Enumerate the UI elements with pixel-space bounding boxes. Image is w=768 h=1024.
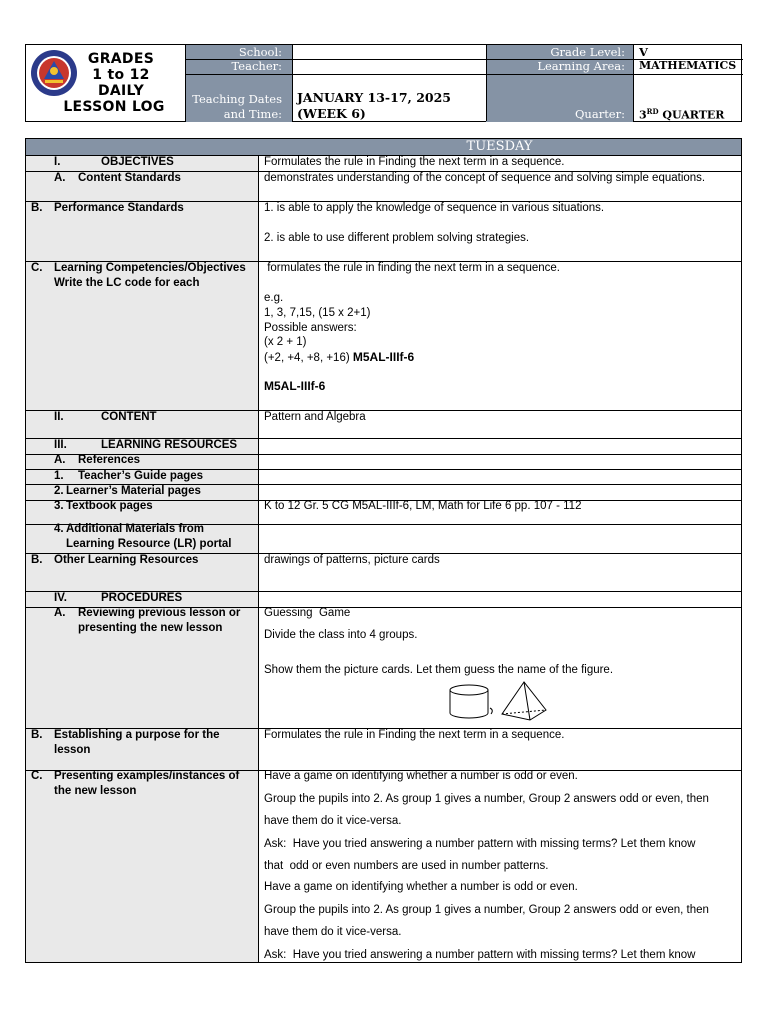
presenting-line-6: Have a game on identifying whether a number is odd or even. xyxy=(264,881,578,893)
teaching-dates-value: JANUARY 13-17, 2025 (WEEK 6) xyxy=(297,90,452,121)
purpose-text: Formulates the rule in Finding the next term in a sequence. xyxy=(264,729,565,741)
presenting-label: Presenting examples/instances of the new lesson xyxy=(54,770,240,797)
school-label: School: xyxy=(238,45,282,59)
presenting-line-8: have them do it vice-versa. xyxy=(264,926,402,938)
content-standards-num: A. xyxy=(54,172,66,184)
learning-resources-label: LEARNING RESOURCES xyxy=(101,439,238,451)
quarter-label: Quarter: xyxy=(575,107,625,121)
competency-line-3: 1, 3, 7,15, (15 x 2+1) xyxy=(264,307,371,319)
textbook-label: Textbook pages xyxy=(66,500,153,512)
daily-lesson-log-title: GRADES 1 to 12 DAILY LESSON LOG xyxy=(63,51,165,115)
lc-code: M5AL-IIIf-6 xyxy=(264,379,326,393)
other-resources-label: Other Learning Resources xyxy=(54,554,199,566)
competency-line-4: Possible answers: xyxy=(264,322,357,334)
competency-line-5: (x 2 + 1) xyxy=(264,336,307,348)
content-standards-text: demonstrates understanding of the concept of sequence and solving simple equations. xyxy=(264,172,706,184)
objectives-label: OBJECTIVES xyxy=(101,156,174,168)
competencies-label: Learning Competencies/Objectives Write the LC code for each xyxy=(54,262,246,289)
reviewing-line-1: Guessing Game xyxy=(264,607,351,619)
presenting-line-7: Group the pupils into 2. As group 1 gives a number, Group 2 answers odd or even, then xyxy=(264,904,709,916)
performance-standards-num: B. xyxy=(31,202,43,214)
presenting-line-5: that odd or even numbers are used in number patterns. xyxy=(264,860,549,872)
textbook-text: K to 12 Gr. 5 CG M5AL-IIIf-6, LM, Math for Life 6 pp. 107 - 112 xyxy=(264,500,582,512)
lc-code-inline: M5AL-IIIf-6 xyxy=(352,350,415,364)
small-arc-mark xyxy=(490,708,492,714)
objectives-text: Formulates the rule in Finding the next term in a sequence. xyxy=(264,156,565,168)
learners-material-label: Learner’s Material pages xyxy=(66,485,201,497)
presenting-line-9: Ask: Have you tried answering a number pattern with missing terms? Let them know xyxy=(264,949,696,961)
objectives-num: I. xyxy=(54,156,61,168)
references-label: References xyxy=(78,454,141,466)
teacher-label: Teacher: xyxy=(231,59,282,73)
day-header xyxy=(26,139,741,156)
grade-level-value: V xyxy=(639,45,648,59)
other-resources-num: B. xyxy=(31,554,43,566)
presenting-line-1: Have a game on identifying whether a number is odd or even. xyxy=(264,770,578,782)
pyramid-icon xyxy=(502,682,546,720)
content-num: II. xyxy=(54,411,64,423)
content-text: Pattern and Algebra xyxy=(264,411,366,423)
reviewing-label: Reviewing previous lesson or presenting the new lesson xyxy=(78,607,241,634)
content-standards-label: Content Standards xyxy=(78,172,181,184)
learners-material-num: 2. xyxy=(54,485,64,497)
textbook-num: 3. xyxy=(54,500,64,512)
teachers-guide-label: Teacher’s Guide pages xyxy=(78,470,204,482)
learning-area-label: Learning Area: xyxy=(537,59,625,73)
references-num: A. xyxy=(54,454,66,466)
competency-line-2: e.g. xyxy=(264,292,284,304)
teachers-guide-num: 1. xyxy=(54,470,64,482)
competency-line-6: (+2, +4, +8, +16) M5AL-IIIf-6 xyxy=(264,350,415,364)
other-resources-text: drawings of patterns, picture cards xyxy=(264,554,440,566)
reviewing-line-3: Show them the picture cards. Let them guess the name of the figure. xyxy=(264,664,614,676)
competencies-num: C. xyxy=(31,262,43,274)
performance-standards-text-1: 1. is able to apply the knowledge of sequence in various situations. xyxy=(264,202,605,214)
performance-standards-text-2: 2. is able to use different problem solving strategies. xyxy=(264,232,530,244)
teaching-dates-label: Teaching Dates xyxy=(192,92,282,106)
presenting-num: C. xyxy=(31,770,43,782)
day-label: TUESDAY xyxy=(466,139,533,154)
quarter-value: 3RD QUARTER xyxy=(639,107,725,122)
presenting-line-2: Group the pupils into 2. As group 1 gives a number, Group 2 answers odd or even, then xyxy=(264,793,709,805)
competency-line-1: formulates the rule in finding the next term in a sequence. xyxy=(264,262,560,274)
additional-num: 4. xyxy=(54,523,64,535)
reviewing-line-2: Divide the class into 4 groups. xyxy=(264,629,418,641)
learning-area-value: MATHEMATICS xyxy=(639,59,737,72)
procedures-num: IV. xyxy=(54,592,68,604)
purpose-num: B. xyxy=(31,729,43,741)
learning-resources-num: III. xyxy=(54,439,67,451)
presenting-line-3: have them do it vice-versa. xyxy=(264,815,402,827)
and-time-label: and Time: xyxy=(223,107,282,121)
additional-label: Additional Materials from Learning Resource (LR) portal xyxy=(66,523,232,550)
purpose-label: Establishing a purpose for the lesson xyxy=(54,729,220,756)
presenting-line-4: Ask: Have you tried answering a number pattern with missing terms? Let them know xyxy=(264,838,696,850)
content-label: CONTENT xyxy=(101,411,157,423)
grade-level-label: Grade Level: xyxy=(550,45,625,59)
performance-standards-label: Performance Standards xyxy=(54,202,184,214)
reviewing-num: A. xyxy=(54,607,66,619)
procedures-label: PROCEDURES xyxy=(101,592,183,604)
cylinder-icon xyxy=(450,685,488,718)
